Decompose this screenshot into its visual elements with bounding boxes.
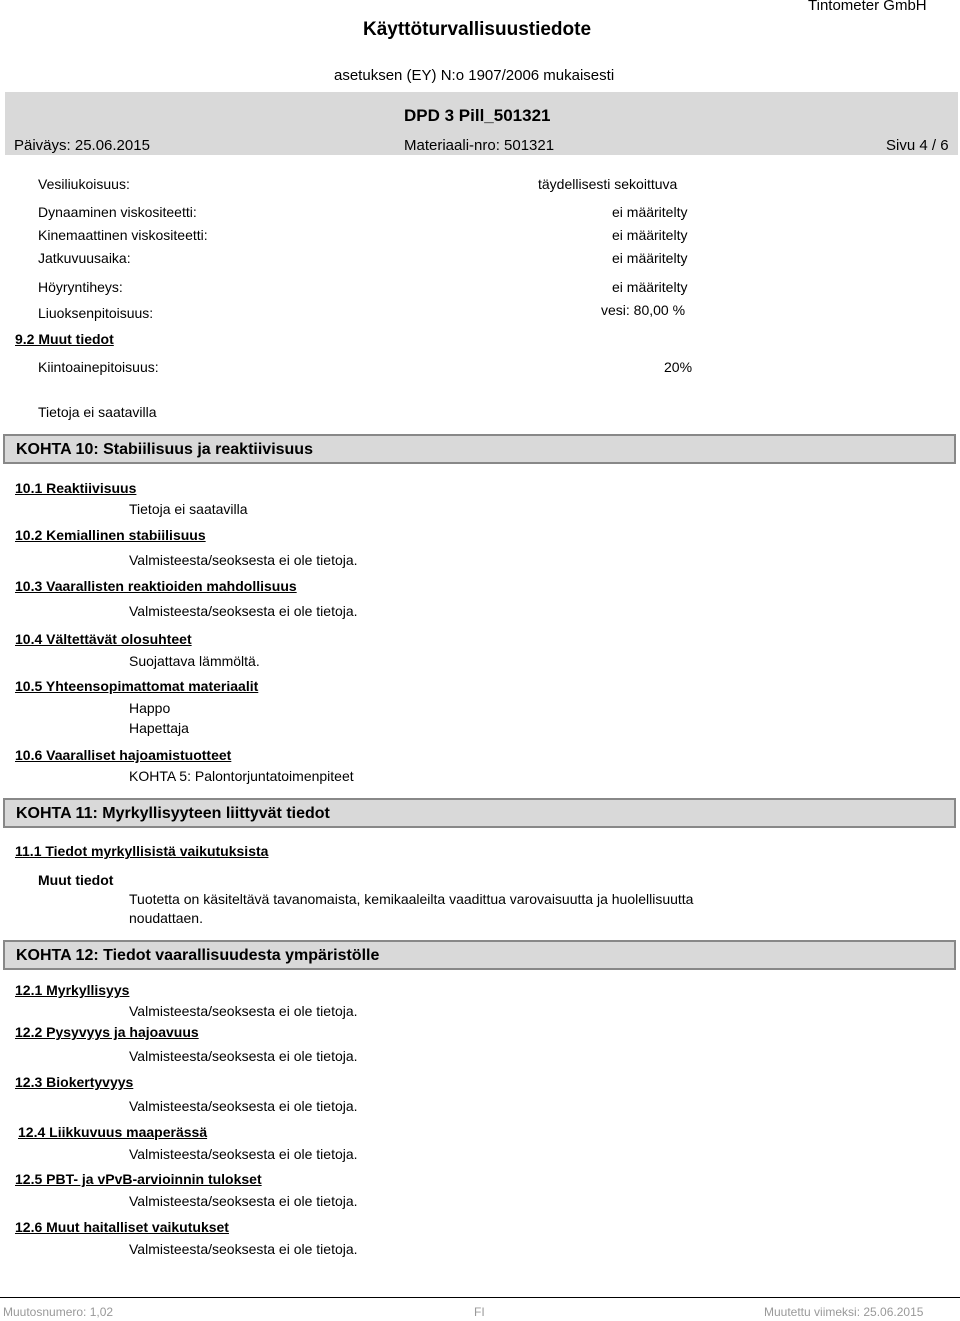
property-value: ei määritelty (612, 204, 688, 220)
subsection-text: Hapettaja (129, 720, 189, 736)
subsection-text: Valmisteesta/seoksesta ei ole tietoja. (129, 1193, 358, 1209)
subsection-text: KOHTA 5: Palontorjuntatoimenpiteet (129, 768, 354, 784)
property-value: täydellisesti sekoittuva (538, 176, 678, 192)
subsection-heading: 10.6 Vaaralliset hajoamistuotteet (15, 747, 232, 763)
regulation-text: asetuksen (EY) N:o 1907/2006 mukaisesti (334, 67, 615, 84)
document-date: Päiväys: 25.06.2015 (14, 137, 150, 154)
section-title: KOHTA 10: Stabiilisuus ja reaktiivisuus (16, 441, 313, 458)
subsection-heading: 12.2 Pysyvyys ja hajoavuus (15, 1024, 199, 1040)
property-label: Höyryntiheys: (38, 279, 123, 295)
subsection-heading: 12.3 Biokertyvyys (15, 1074, 134, 1090)
material-number: Materiaali-nro: 501321 (404, 137, 555, 154)
info-text: Tuotetta on käsiteltävä tavanomaista, kemikaaleilta vaadittua varovaisuutta ja huolellisuutta (129, 891, 694, 907)
property-label: Jatkuvuusaika: (38, 250, 131, 266)
subsection-text: Valmisteesta/seoksesta ei ole tietoja. (129, 603, 358, 619)
property-value: 20% (664, 359, 693, 375)
subsection-text: Valmisteesta/seoksesta ei ole tietoja. (129, 1146, 358, 1162)
subsection-text: Valmisteesta/seoksesta ei ole tietoja. (129, 1048, 358, 1064)
property-value: ei määritelty (612, 227, 688, 243)
section-10-band (3, 434, 956, 464)
property-value: ei määritelty (612, 279, 688, 295)
subsection-text: Valmisteesta/seoksesta ei ole tietoja. (129, 1003, 358, 1019)
subsection-heading: 10.5 Yhteensopimattomat materiaalit (15, 678, 259, 694)
revision-number: Muutosnumero: 1,02 (3, 1305, 114, 1319)
subsection-heading: 11.1 Tiedot myrkyllisistä vaikutuksista (15, 843, 269, 859)
subsection-text: Valmisteesta/seoksesta ei ole tietoja. (129, 1098, 358, 1114)
property-label: Kiintoainepitoisuus: (38, 359, 159, 375)
info-label: Muut tiedot (38, 872, 114, 888)
subsection-text: Suojattava lämmöltä. (129, 653, 260, 669)
section-title: KOHTA 12: Tiedot vaarallisuudesta ympäristölle (16, 947, 380, 964)
property-label: Liuoksenpitoisuus: (38, 305, 154, 321)
subsection-text: Happo (129, 700, 171, 716)
property-label: Vesiliukoisuus: (38, 176, 130, 192)
subsection-heading: 10.1 Reaktiivisuus (15, 480, 137, 496)
property-label: Dynaaminen viskositeetti: (38, 204, 197, 220)
language-code: FI (474, 1305, 485, 1319)
subsection-text: Valmisteesta/seoksesta ei ole tietoja. (129, 1241, 358, 1257)
note-text: Tietoja ei saatavilla (38, 404, 157, 420)
subsection-heading: 12.4 Liikkuvuus maaperässä (18, 1124, 208, 1140)
last-modified: Muutettu viimeksi: 25.06.2015 (764, 1305, 924, 1319)
subsection-heading: 12.6 Muut haitalliset vaikutukset (15, 1219, 229, 1235)
document-title: Käyttöturvallisuustiedote (363, 19, 592, 40)
subsection-heading: 10.2 Kemiallinen stabiilisuus (15, 527, 206, 543)
section-title: KOHTA 11: Myrkyllisyyteen liittyvät tiedot (16, 805, 330, 822)
subsection-heading: 9.2 Muut tiedot (15, 331, 114, 347)
product-name: DPD 3 Pill_501321 (404, 106, 551, 125)
subsection-heading: 10.4 Vältettävät olosuhteet (15, 631, 192, 647)
property-label: Kinemaattinen viskositeetti: (38, 227, 208, 243)
property-value: ei määritelty (612, 250, 688, 266)
section-11-band (3, 798, 956, 828)
section-12-band (3, 940, 956, 970)
page-number: Sivu 4 / 6 (886, 137, 949, 154)
footer-divider (0, 1297, 960, 1298)
subsection-heading: 12.1 Myrkyllisyys (15, 982, 130, 998)
property-value: vesi: 80,00 % (601, 302, 686, 318)
subsection-text: Valmisteesta/seoksesta ei ole tietoja. (129, 552, 358, 568)
info-text: noudattaen. (129, 910, 203, 926)
subsection-heading: 10.3 Vaarallisten reaktioiden mahdollisuus (15, 578, 297, 594)
company-name: Tintometer GmbH (808, 0, 927, 14)
subsection-heading: 12.5 PBT- ja vPvB-arvioinnin tulokset (15, 1171, 262, 1187)
subsection-text: Tietoja ei saatavilla (129, 501, 248, 517)
